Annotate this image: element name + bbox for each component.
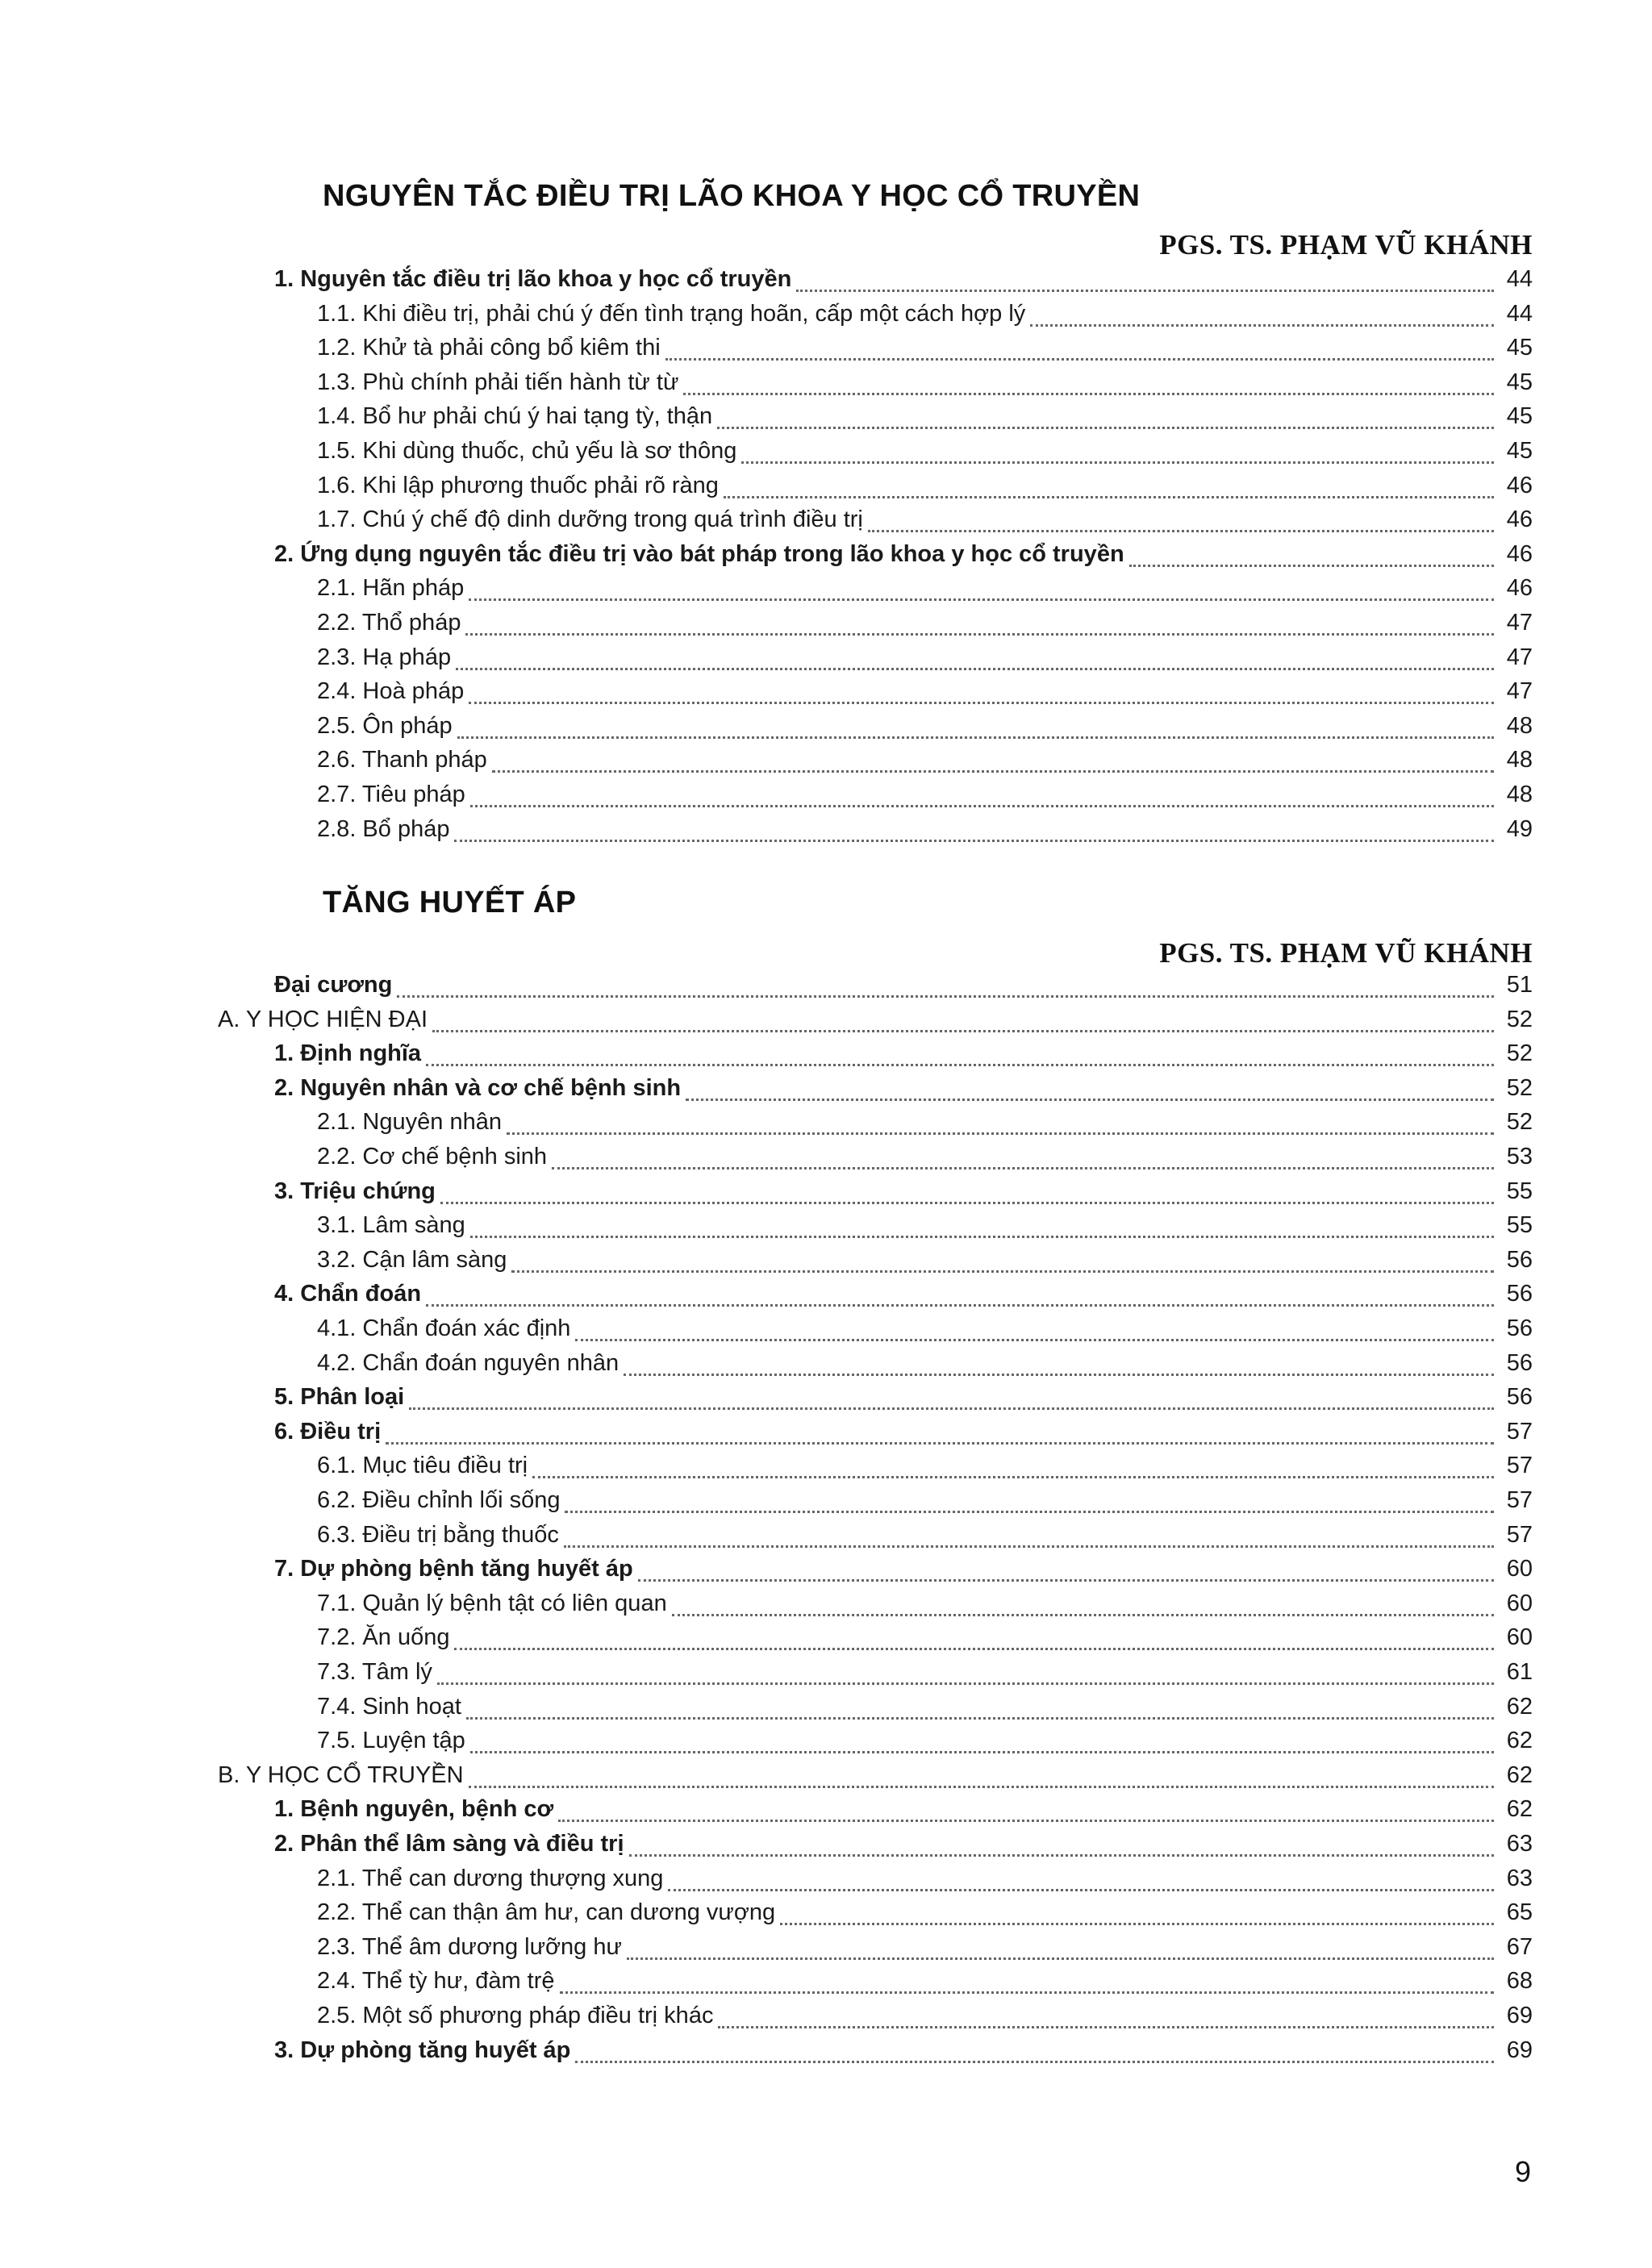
toc-entry — [317, 1350, 1533, 1384]
toc-entry-page: 45 — [1506, 369, 1533, 395]
toc-entry — [274, 1178, 1533, 1212]
toc-entry — [317, 1212, 1533, 1246]
toc-entry — [317, 678, 1533, 712]
toc-entry-label: 2.1. Nguyên nhân — [317, 1109, 502, 1135]
toc-entry-page: 49 — [1506, 816, 1533, 842]
dot-leader — [469, 1786, 1494, 1788]
toc-entry — [317, 747, 1533, 781]
toc-entry — [317, 713, 1533, 747]
dot-leader — [470, 1751, 1494, 1753]
toc-entry — [317, 335, 1533, 369]
toc-entry — [274, 1384, 1533, 1418]
toc-entry — [274, 1831, 1533, 1865]
dot-leader — [575, 1339, 1494, 1341]
toc-entry-label: 1. Nguyên tắc điều trị lão khoa y học cổ truyền — [274, 266, 792, 292]
toc-entry-label: Đại cương — [274, 972, 393, 998]
toc-entry-label: 2.5. Ôn pháp — [317, 713, 453, 739]
dot-leader — [564, 1545, 1494, 1548]
toc-entry-label: 7.4. Sinh hoạt — [317, 1694, 461, 1720]
toc-entry-label: 6.2. Điều chỉnh lối sống — [317, 1487, 561, 1513]
toc-entry-label: B. Y HỌC CỔ TRUYỀN — [218, 1762, 464, 1788]
toc-entry-label: 6. Điều trị — [274, 1419, 382, 1445]
toc-entry-page: 62 — [1506, 1762, 1533, 1788]
dot-leader — [552, 1167, 1494, 1169]
toc-entry-page: 63 — [1506, 1866, 1533, 1891]
dot-leader — [532, 1476, 1494, 1478]
toc-entry-page: 44 — [1506, 266, 1533, 292]
toc-entry-page: 56 — [1506, 1384, 1533, 1410]
dot-leader — [718, 2026, 1494, 2028]
section-2-title: TĂNG HUYẾT ÁP — [323, 886, 577, 919]
toc-entry-label: 2.1. Thể can dương thượng xung — [317, 1866, 664, 1891]
dot-leader — [470, 805, 1494, 807]
dot-leader — [437, 1682, 1494, 1685]
toc-entry — [317, 1487, 1533, 1521]
dot-leader — [624, 1374, 1494, 1376]
dot-leader — [665, 358, 1494, 361]
toc-entry — [274, 266, 1533, 300]
toc-entry-label: 7.2. Ăn uống — [317, 1624, 450, 1650]
dot-leader — [470, 1236, 1494, 1238]
toc-entry-label: 1. Bệnh nguyên, bệnh cơ — [274, 1796, 554, 1822]
toc-entry — [317, 403, 1533, 437]
toc-entry-label: 2.3. Thể âm dương lưỡng hư — [317, 1934, 622, 1960]
dot-leader — [1030, 324, 1494, 327]
toc-entry-label: 2. Phân thể lâm sàng và điều trị — [274, 1831, 624, 1857]
dot-leader — [627, 1957, 1494, 1960]
toc-entry-page: 46 — [1506, 541, 1533, 567]
toc-entry-page: 51 — [1506, 972, 1533, 998]
toc-entry-label: 3. Triệu chứng — [274, 1178, 436, 1204]
toc-entry-label: 2.5. Một số phương pháp điều trị khác — [317, 2003, 714, 2028]
dot-leader — [511, 1270, 1494, 1273]
toc-entry — [317, 1453, 1533, 1486]
dot-leader — [454, 840, 1494, 842]
toc-entry-page: 57 — [1506, 1522, 1533, 1548]
toc-entry-label: 3.1. Lâm sàng — [317, 1212, 465, 1238]
toc-entry — [317, 782, 1533, 815]
toc-entry-page: 45 — [1506, 438, 1533, 464]
toc-entry-label: 2.2. Thể can thận âm hư, can dương vượng — [317, 1899, 776, 1925]
dot-leader — [492, 770, 1494, 773]
toc-entry-page: 62 — [1506, 1796, 1533, 1822]
toc-entry-label: 1.4. Bổ hư phải chú ý hai tạng tỳ, thận — [317, 403, 713, 429]
toc-entry-page: 52 — [1506, 1040, 1533, 1066]
toc-entry — [317, 1659, 1533, 1693]
toc-entry-page: 47 — [1506, 644, 1533, 670]
dot-leader — [469, 702, 1494, 704]
toc-entry — [317, 1522, 1533, 1556]
toc-entry-page: 55 — [1506, 1212, 1533, 1238]
toc-entry-label: 2.4. Thể tỳ hư, đàm trệ — [317, 1968, 555, 1994]
toc-entry — [317, 1624, 1533, 1658]
toc-entry-label: 1.1. Khi điều trị, phải chú ý đến tình trạng hoãn, cấp một cách hợp lý — [317, 301, 1026, 327]
toc-entry — [317, 301, 1533, 335]
toc-entry-label: 7.1. Quản lý bệnh tật có liên quan — [317, 1591, 667, 1616]
toc-entry — [317, 575, 1533, 609]
dot-leader — [868, 530, 1494, 532]
toc-entry-page: 56 — [1506, 1350, 1533, 1376]
dot-leader — [397, 995, 1494, 998]
toc-entry — [274, 1281, 1533, 1315]
toc-entry — [317, 1315, 1533, 1349]
toc-entry — [317, 2003, 1533, 2037]
section-1-author: PGS. TS. PHẠM VŨ KHÁNH — [1159, 229, 1533, 261]
toc-entry-page: 69 — [1506, 2037, 1533, 2063]
toc-entry — [317, 1591, 1533, 1624]
dot-leader — [638, 1579, 1494, 1582]
toc-entry-label: 6.1. Mục tiêu điều trị — [317, 1453, 528, 1478]
toc-entry-page: 52 — [1506, 1109, 1533, 1135]
toc-entry — [317, 1866, 1533, 1899]
toc-entry — [317, 1899, 1533, 1933]
toc-entry-page: 52 — [1506, 1075, 1533, 1101]
toc-entry — [274, 1419, 1533, 1453]
toc-entry-page: 55 — [1506, 1178, 1533, 1204]
toc-entry-page: 52 — [1506, 1007, 1533, 1032]
toc-entry-page: 48 — [1506, 782, 1533, 807]
toc-entry-label: 1.7. Chú ý chế độ dinh dưỡng trong quá trình điều trị — [317, 507, 863, 532]
dot-leader — [457, 736, 1494, 739]
toc-entry-page: 60 — [1506, 1556, 1533, 1582]
toc-entry-label: 7.5. Luyện tập — [317, 1728, 465, 1753]
toc-entry — [274, 541, 1533, 575]
toc-entry — [274, 1040, 1533, 1074]
toc-entry-label: 2.7. Tiêu pháp — [317, 782, 465, 807]
dot-leader — [717, 427, 1494, 429]
toc-entry-label: 7. Dự phòng bệnh tăng huyết áp — [274, 1556, 633, 1582]
toc-entry — [317, 507, 1533, 540]
toc-entry-page: 47 — [1506, 678, 1533, 704]
toc-entry-page: 46 — [1506, 473, 1533, 498]
toc-entry-page: 62 — [1506, 1728, 1533, 1753]
toc-entry-label: 4.2. Chẩn đoán nguyên nhân — [317, 1350, 620, 1376]
dot-leader — [432, 1030, 1494, 1032]
dot-leader — [386, 1442, 1494, 1445]
toc-entry-label: 1. Định nghĩa — [274, 1040, 422, 1066]
toc-entry-page: 45 — [1506, 335, 1533, 361]
dot-leader — [1129, 565, 1494, 567]
toc-entry-page: 69 — [1506, 2003, 1533, 2028]
dot-leader — [565, 1511, 1494, 1513]
toc-entry-page: 67 — [1506, 1934, 1533, 1960]
dot-leader — [558, 1820, 1494, 1822]
toc-entry — [317, 473, 1533, 507]
toc-entry-page: 46 — [1506, 507, 1533, 532]
toc-entry-label: 2.4. Hoà pháp — [317, 678, 465, 704]
dot-leader — [780, 1923, 1494, 1925]
toc-entry — [317, 610, 1533, 644]
toc-entry-page: 46 — [1506, 575, 1533, 601]
toc-entry — [317, 1694, 1533, 1728]
page-number: 9 — [1514, 2155, 1531, 2188]
toc-entry — [274, 2037, 1533, 2071]
toc-entry-page: 63 — [1506, 1831, 1533, 1857]
toc-entry — [317, 1968, 1533, 2002]
dot-leader — [456, 668, 1494, 670]
toc-entry-label: 2. Nguyên nhân và cơ chế bệnh sinh — [274, 1075, 682, 1101]
toc-entry-page: 48 — [1506, 747, 1533, 773]
dot-leader — [454, 1648, 1494, 1650]
toc-entry-label: 4.1. Chẩn đoán xác định — [317, 1315, 571, 1341]
section-2-author: PGS. TS. PHẠM VŨ KHÁNH — [1159, 937, 1533, 969]
toc-entry-page: 61 — [1506, 1659, 1533, 1685]
toc-entry-label: 1.3. Phù chính phải tiến hành từ từ — [317, 369, 679, 395]
toc-entry-label: 2.8. Bổ pháp — [317, 816, 450, 842]
toc-entry-page: 56 — [1506, 1247, 1533, 1273]
toc-entry — [274, 1075, 1533, 1109]
toc-entry — [317, 1144, 1533, 1178]
toc-entry-label: 5. Phân loại — [274, 1384, 405, 1410]
toc-entry — [317, 1247, 1533, 1281]
toc-entry-label: 7.3. Tâm lý — [317, 1659, 432, 1685]
toc-entry-page: 60 — [1506, 1591, 1533, 1616]
toc-entry-label: 2.3. Hạ pháp — [317, 644, 452, 670]
dot-leader — [507, 1132, 1494, 1135]
toc-entry-page: 57 — [1506, 1453, 1533, 1478]
dot-leader — [426, 1304, 1494, 1307]
toc-entry-label: 3. Dự phòng tăng huyết áp — [274, 2037, 571, 2063]
toc-entry-label: 1.6. Khi lập phương thuốc phải rõ ràng — [317, 473, 719, 498]
toc-entry — [317, 369, 1533, 403]
toc-entry — [317, 816, 1533, 850]
dot-leader — [686, 1099, 1494, 1101]
dot-leader — [629, 1854, 1494, 1857]
toc-entry-page: 62 — [1506, 1694, 1533, 1720]
toc-entry — [317, 1109, 1533, 1143]
toc-entry-page: 44 — [1506, 301, 1533, 327]
toc-entry-page: 60 — [1506, 1624, 1533, 1650]
dot-leader — [409, 1407, 1494, 1410]
toc-entry-page: 56 — [1506, 1281, 1533, 1307]
dot-leader — [724, 496, 1494, 498]
toc-entry-page: 45 — [1506, 403, 1533, 429]
toc-entry-label: 6.3. Điều trị bằng thuốc — [317, 1522, 559, 1548]
dot-leader — [672, 1614, 1494, 1616]
toc-entry-label: 2.2. Cơ chế bệnh sinh — [317, 1144, 548, 1169]
dot-leader — [796, 290, 1494, 292]
toc-entry-label: 2.1. Hãn pháp — [317, 575, 465, 601]
toc-entry-label: 4. Chẩn đoán — [274, 1281, 422, 1307]
toc-entry-page: 57 — [1506, 1419, 1533, 1445]
dot-leader — [426, 1064, 1494, 1066]
dot-leader — [469, 598, 1494, 601]
dot-leader — [465, 633, 1494, 636]
dot-leader — [741, 461, 1494, 464]
toc-entry-label: 2.6. Thanh pháp — [317, 747, 487, 773]
dot-leader — [440, 1202, 1494, 1204]
dot-leader — [466, 1717, 1494, 1720]
toc-entry-page: 56 — [1506, 1315, 1533, 1341]
toc-entry-page: 57 — [1506, 1487, 1533, 1513]
toc-entry-page: 65 — [1506, 1899, 1533, 1925]
toc-entry-label: 1.5. Khi dùng thuốc, chủ yếu là sơ thông — [317, 438, 737, 464]
section-1-title: NGUYÊN TẮC ĐIỀU TRỊ LÃO KHOA Y HỌC CỔ TRUYỀN — [323, 179, 1141, 213]
toc-entry-label: 1.2. Khử tà phải công bổ kiêm thi — [317, 335, 661, 361]
toc-entry-label: 3.2. Cận lâm sàng — [317, 1247, 507, 1273]
toc-entry-label: 2.2. Thổ pháp — [317, 610, 461, 636]
dot-leader — [668, 1889, 1494, 1891]
dot-leader — [683, 393, 1494, 395]
toc-entry — [317, 438, 1533, 472]
toc-entry — [274, 1556, 1533, 1590]
toc-entry-page: 47 — [1506, 610, 1533, 636]
toc-entry — [317, 1728, 1533, 1761]
toc-entry-label: 2. Ứng dụng nguyên tắc điều trị vào bát pháp trong lão khoa y học cổ truyền — [274, 541, 1124, 567]
toc-entry — [317, 644, 1533, 678]
toc-entry — [274, 1796, 1533, 1830]
toc-entry — [218, 1762, 1533, 1796]
toc-entry — [317, 1934, 1533, 1968]
toc-entry-label: A. Y HỌC HIỆN ĐẠI — [218, 1007, 428, 1032]
dot-leader — [560, 1991, 1494, 1994]
toc-entry — [218, 1007, 1533, 1040]
toc-entry-page: 48 — [1506, 713, 1533, 739]
dot-leader — [575, 2061, 1494, 2063]
toc-entry-page: 53 — [1506, 1144, 1533, 1169]
toc-entry — [274, 972, 1533, 1006]
toc-entry-page: 68 — [1506, 1968, 1533, 1994]
